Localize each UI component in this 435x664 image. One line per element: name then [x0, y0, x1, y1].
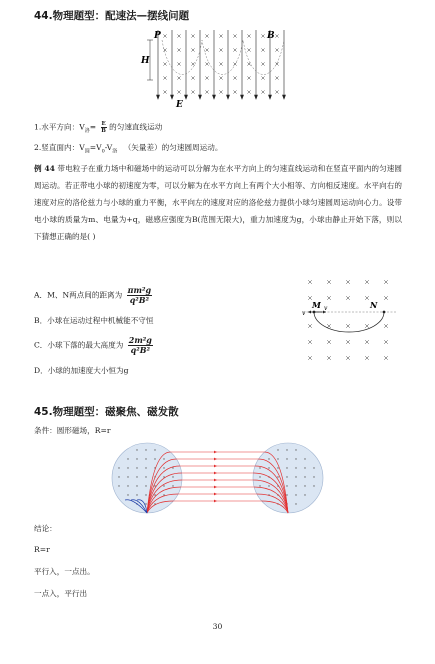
conclusion-equation: R=r: [34, 545, 50, 554]
magnetic-field-crosses-2: [308, 280, 388, 360]
cycloid-trajectory: [162, 40, 284, 75]
label-e: E: [176, 100, 183, 110]
conclusion-label: 结论：: [34, 524, 57, 533]
option-a[interactable]: A．M、N两点间的距离为 $\frac{\text{πm²g}}{\text{q²B²}}$: [34, 285, 152, 305]
left-field-circle: [112, 443, 182, 513]
label-b: B: [267, 31, 275, 41]
example-label: 例 44: [34, 164, 55, 173]
parallel-beams: [170, 451, 264, 503]
option-d[interactable]: D．小球的加速度大小恒为g: [34, 366, 129, 375]
horizontal-direction-line: 1.水平方向：$V_洛=$ $\frac{E}{B}$ 的匀速直线运动: [34, 121, 163, 135]
label-h: H: [141, 56, 150, 66]
cycloid-figure: [140, 26, 290, 110]
example-44-text: 例 44 带电粒子在重力场中和磁场中的运动可以分解为在水平方向上的匀速直线运动和在竖直平面内的匀速圆周运动。若正带电小球的初速度为零，可以分解为在水平方向上有两个大小相等、方向相反速度。水平向右的速度对应的洛伦兹力与小球的重力平衡，水平向左的速度对应的洛伦兹力提供小球匀速圆周运动向心力。设带电小球的质量为m、电量为+q，磁感应强度为B(范围无限大)，重力加速度为g，小球由静止开始下落，则以下猜想正确的是( ): [34, 164, 402, 241]
label-p: P: [154, 31, 161, 41]
conclusion-point-2: 一点入，平行出: [34, 589, 88, 598]
page-number: 30: [212, 622, 223, 631]
option-c[interactable]: C．小球下落的最大高度为 $\frac{\text{2m²g}}{\text{q²B²}}$: [34, 335, 152, 355]
label-n: N: [370, 300, 378, 310]
conclusion-point-1: 平行入，一点出。: [34, 567, 95, 576]
point-n: [383, 311, 386, 314]
option-c-fraction: $\frac{\text{2m²g}}{\text{q²B²}}$: [128, 335, 152, 355]
section-45-title: 45.物理题型：磁聚焦、磁发散: [34, 406, 179, 418]
label-m: M: [312, 300, 321, 310]
vertical-plane-line: 2.竖直面内：$V_圆=V_0-V_洛$ （矢量差）的匀速圆周运动。: [34, 143, 223, 155]
arc-trajectory: [314, 312, 384, 332]
option-b[interactable]: B．小球在运动过程中机械能不守恒: [34, 316, 154, 325]
option-a-fraction: $\frac{\text{πm²g}}{\text{q²B²}}$: [127, 285, 152, 305]
label-v-left: v: [302, 310, 306, 317]
magnetic-field-figure: [300, 274, 400, 370]
magnetic-focusing-figure: [110, 438, 325, 520]
right-field-circle: [253, 443, 323, 513]
e-over-b-fraction: $\frac{E}{B}$: [101, 121, 106, 134]
label-v-right: v: [324, 305, 328, 312]
condition-text: 条件：圆形磁场，R=r: [34, 426, 111, 435]
section-44-title: 44.物理题型：配速法—摆线问题: [34, 10, 190, 22]
magnetic-field-crosses: [163, 34, 278, 93]
